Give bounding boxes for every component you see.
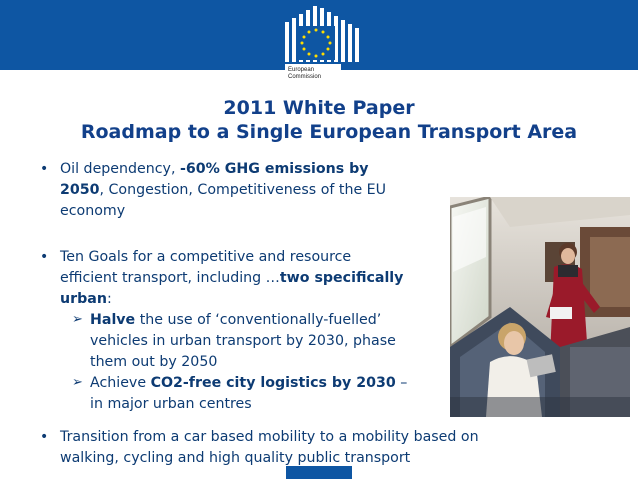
train-interior-photo	[450, 197, 630, 417]
bullet-3-line-2: walking, cycling and high quality public transport	[60, 450, 411, 466]
bullet-3-line-1: Transition from a car based mobility to a mobility based on	[60, 429, 479, 445]
page-subtitle: Roadmap to a Single European Transport Area	[80, 121, 578, 143]
arrow-bullet-icon: ➢	[72, 375, 83, 390]
bullet-1-line-2: 2050, Congestion, Competitiveness of the EU	[60, 182, 387, 198]
commission-building-icon	[275, 6, 367, 66]
sub-bullet-a-line-3: them out by 2050	[90, 354, 218, 370]
sub-bullet-b-line-2: in major urban centres	[90, 396, 252, 412]
eu-flag-strip	[286, 466, 352, 479]
arrow-bullet-icon: ➢	[72, 312, 83, 327]
sub-bullet-a-line-2: vehicles in urban transport by 2030, phase	[90, 333, 396, 349]
bullet-dot: •	[40, 429, 49, 445]
bullet-1-line-3: economy	[60, 203, 126, 219]
bullet-dot: •	[40, 249, 49, 265]
bullet-2-line-1: Ten Goals for a competitive and resource	[60, 249, 352, 265]
bullet-1-line-1: Oil dependency, -60% GHG emissions by	[60, 161, 369, 177]
bullet-2-line-2: efficient transport, including …two specifically	[60, 270, 404, 286]
bullet-2-line-3: urban:	[60, 291, 112, 307]
bullet-dot: •	[40, 161, 49, 177]
sub-bullet-a-line-1: Halve the use of ‘conventionally-fuelled’	[90, 312, 382, 328]
logo-text: European Commission	[288, 67, 322, 80]
european-commission-logo	[275, 6, 367, 89]
page-title: 2011 White Paper	[223, 97, 415, 119]
sub-bullet-b-line-1: Achieve CO2-free city logistics by 2030 –	[90, 375, 408, 391]
